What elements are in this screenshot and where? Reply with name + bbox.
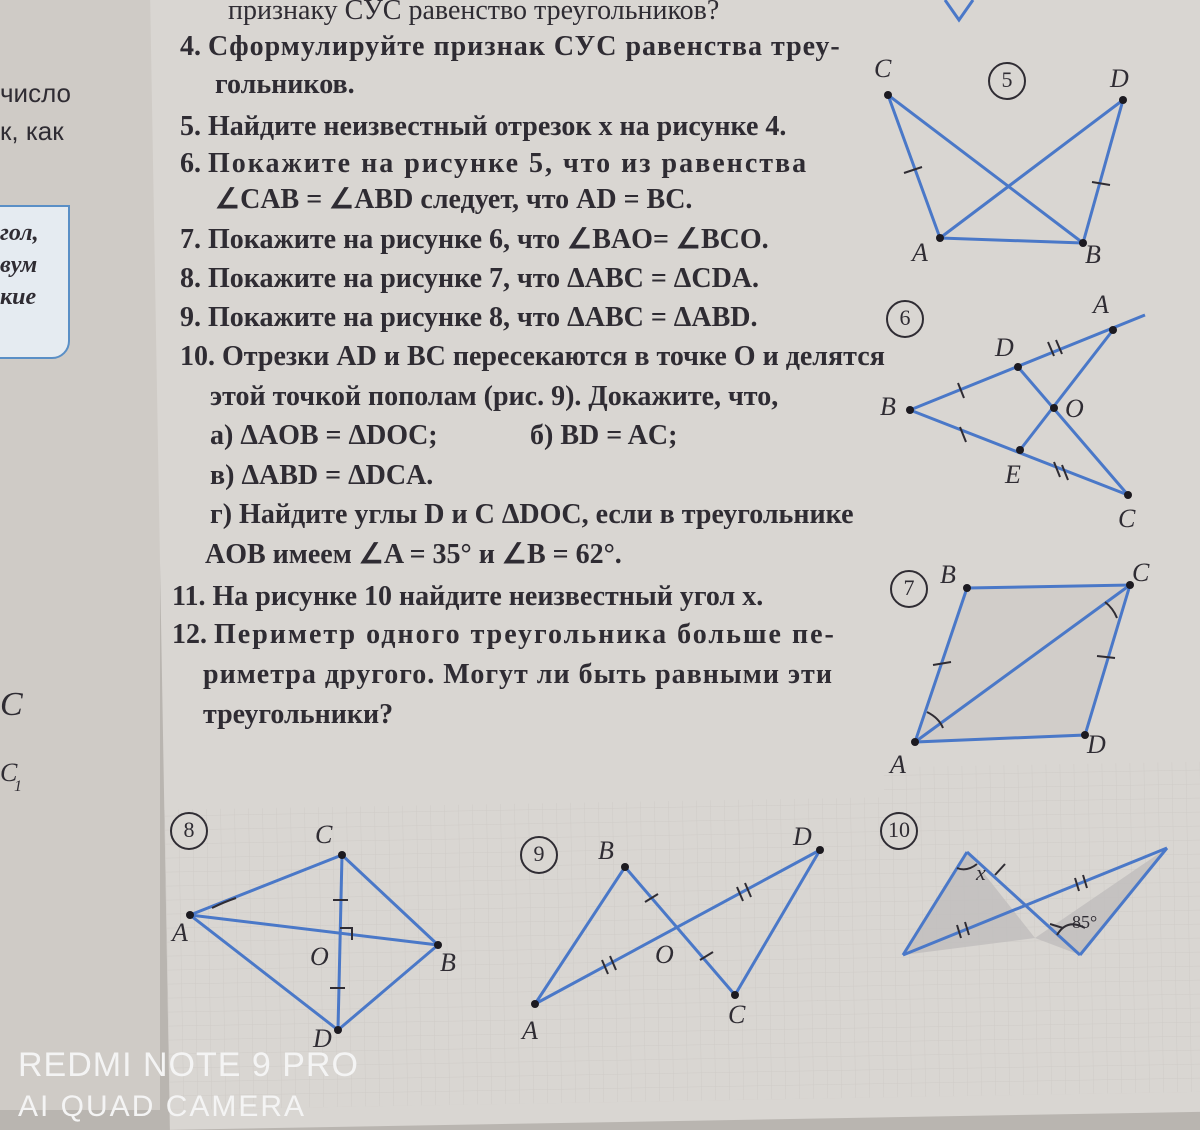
question-line: гольников.	[215, 69, 355, 100]
figure-10	[895, 840, 1175, 970]
left-word: число	[0, 78, 71, 108]
figure-10-angle-label: 85°	[1072, 912, 1098, 932]
figure-8-number: 8	[170, 812, 208, 850]
figure-8-label: C	[315, 820, 333, 849]
left-subscript: 1	[14, 778, 22, 795]
figure-5-label: B	[1085, 240, 1101, 269]
figure-5-label: A	[912, 238, 928, 267]
figure-8	[190, 840, 470, 1040]
figure-8-label: A	[172, 918, 188, 947]
question-6: 6. Покажите на рисунке 5, что из равенства	[180, 148, 809, 179]
question-7: 7. Покажите на рисунке 6, что ∠BAO= ∠BCO.	[180, 224, 769, 255]
question-10c: в) ΔABD = ΔDCA.	[210, 460, 434, 491]
figure-5-number: 5	[988, 62, 1026, 100]
figure-9-label: O	[655, 940, 674, 969]
figure-7-label: B	[940, 560, 956, 589]
figure-6	[900, 310, 1160, 510]
question-9: 9. Покажите на рисунке 8, что ΔABC = ΔABD.	[180, 302, 758, 333]
question-line: признаку СУС равенство треугольников?	[228, 0, 720, 26]
figure-10-angle-label: x	[976, 860, 986, 885]
question-10a: а) ΔAOB = ΔDOC;	[210, 420, 438, 451]
figure-10-number: 10	[880, 812, 918, 850]
question-8: 8. Покажите на рисунке 7, что ΔABC = ΔCDA.	[180, 263, 760, 294]
left-word: кие	[0, 284, 37, 310]
question-line: AOB имеем ∠A = 35° и ∠B = 62°.	[205, 539, 622, 570]
figure-8-label: D	[313, 1024, 332, 1053]
left-word: гол,	[0, 220, 39, 246]
question-line: ∠CAB = ∠ABD следует, что AD = BC.	[215, 184, 693, 215]
figure-9	[530, 842, 830, 1022]
figure-8-label: B	[440, 948, 456, 977]
figure-6-label: C	[1118, 504, 1136, 533]
camera-watermark: AI QUAD CAMERA	[18, 1090, 307, 1123]
question-5: 5. Найдите неизвестный отрезок x на рисунке 4.	[180, 111, 787, 142]
question-10b: б) BD = AC;	[530, 420, 678, 451]
figure-6-label: O	[1065, 394, 1084, 423]
figure-9-number: 9	[520, 836, 558, 874]
question-4: 4. Сформулируйте признак СУС равенства треу-	[180, 31, 841, 62]
figure-6-label: B	[880, 392, 896, 421]
question-10d: г) Найдите углы D и C ΔDOC, если в треугольнике	[210, 499, 854, 530]
figure-6-label: A	[1093, 290, 1109, 319]
figure-9-label: A	[522, 1016, 538, 1045]
question-11: 11. На рисунке 10 найдите неизвестный угол x.	[172, 581, 764, 612]
figure-7-number: 7	[890, 570, 928, 608]
question-line: этой точкой пополам (рис. 9). Докажите, что,	[210, 381, 779, 412]
left-letter: C	[0, 758, 18, 787]
figure-5-label: D	[1110, 64, 1129, 93]
figure-6-label: D	[995, 333, 1014, 362]
question-line: треугольники?	[203, 699, 394, 730]
figure-9-label: D	[793, 822, 812, 851]
figure-7-label: A	[890, 750, 906, 779]
question-12: 12. Периметр одного треугольника больше пе-	[172, 619, 836, 650]
figure-9-label: C	[728, 1000, 746, 1029]
figure-6-label: E	[1005, 460, 1021, 489]
question-10: 10. Отрезки AD и BC пересекаются в точке O и делятся	[180, 341, 885, 372]
figure-7	[905, 580, 1145, 760]
figure-7-label: C	[1132, 558, 1150, 587]
figure-7-label: D	[1087, 730, 1106, 759]
camera-watermark: REDMI NOTE 9 PRO	[18, 1046, 359, 1084]
figure-8-label: O	[310, 942, 329, 971]
figure-6-number: 6	[886, 300, 924, 338]
left-letter: C	[0, 686, 23, 723]
figure-4-fragment	[945, 0, 985, 30]
figure-9-label: B	[598, 836, 614, 865]
left-word: к, как	[0, 116, 64, 146]
figure-5-label: C	[874, 54, 892, 83]
left-page	[0, 0, 160, 1110]
question-line: риметра другого. Могут ли быть равными эти	[203, 659, 833, 690]
left-word: вум	[0, 252, 38, 278]
